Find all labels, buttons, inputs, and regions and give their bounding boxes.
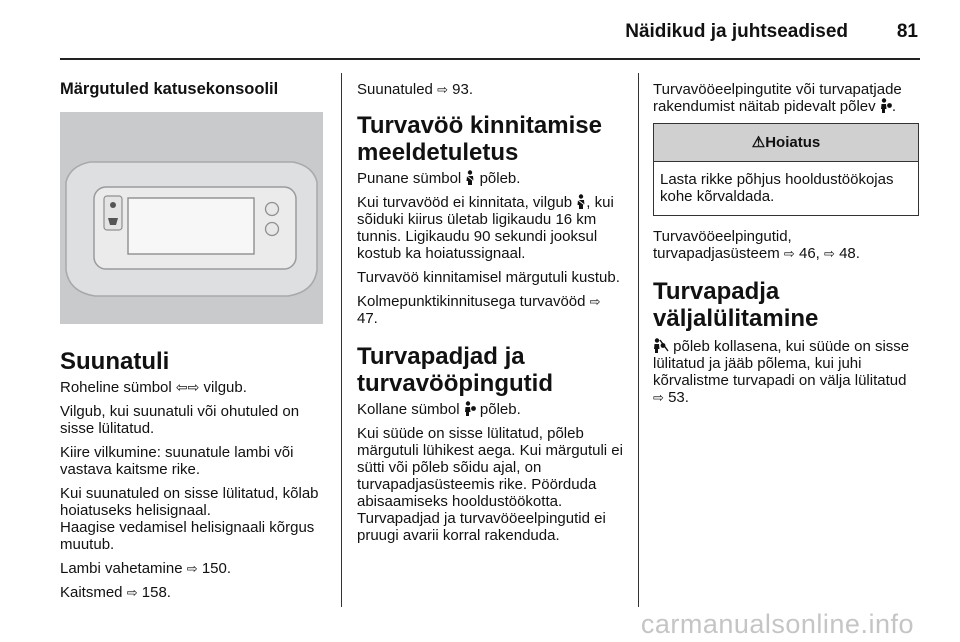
page-reference[interactable]: 46, [798,245,825,262]
paragraph: põleb kollasena, kui süüde on sisse lülitatud ja jääb põlema, kui juhi kõrvalistme turvapadi on välja lülitatud ⇨ 53. [653,338,910,406]
page-reference[interactable]: 93. [452,81,474,98]
reference-arrow-icon: ⇨ [653,390,664,405]
paragraph: Kui turvavööd ei kinnitata, vilgub , kui sõiduki kiirus ületab ligikaudu 16 km tunnis. Ligikaudu 90 sekundi jooksul kostub ka hoiatussignaal. [357,194,614,262]
paragraph: Turvavöö kinnitamisel märgutuli kustub. [357,269,620,286]
section-title: Märgutuled katusekonsoolil [60,80,279,98]
page-number: 81 [896,21,918,42]
reference-line: Turvavööeelpingutid, turvapadjasüsteem ⇨ 46, ⇨ 48. [653,228,860,262]
column-3 [653,75,921,413]
warning-header [654,124,918,162]
turn-signal-arrows-icon: ⇦⇨ [175,379,200,395]
airbag-icon [464,401,476,416]
warning-box [653,123,919,216]
heading-airbags: Turvapadjad ja turvavööpingutid [357,343,553,397]
column-divider [341,73,342,607]
page-reference[interactable]: 47. [357,310,378,327]
reference-line: Suunatuled ⇨ 93. [357,81,474,98]
roof-console-illustration [60,112,323,324]
reference-arrow-icon: ⇨ [824,246,835,261]
reference-arrow-icon: ⇨ [186,561,198,576]
paragraph: Kollane sümbol põleb. [357,401,521,418]
column-2 [357,75,625,551]
column-1 [60,75,326,608]
reference-arrow-icon: ⇨ [589,294,601,309]
warning-title: Hoiatus [765,134,821,151]
paragraph: Haagise vedamisel helisignaali kõrgus muutub. [60,519,315,553]
paragraph: Vilgub, kui suunatuli või ohutuled on sisse lülitatud. [60,403,300,437]
warning-body: Lasta rikke põhjus hooldustöökojas kohe kõrvaldada. [660,171,894,205]
airbag-icon [880,98,892,113]
reference-line: Kaitsmed ⇨ 158. [60,584,171,601]
column-divider [638,73,639,607]
paragraph: Turvapadjad ja turvavööeelpingutid ei pruugi avarii korral rakenduda. [357,510,606,544]
header-rule [60,58,920,60]
page-header [60,0,920,60]
page-reference[interactable]: 150. [201,560,232,577]
paragraph: Roheline sümbol ⇦⇨ vilgub. [60,379,247,396]
roof-console-drawing [60,112,323,324]
reference-arrow-icon: ⇨ [437,82,448,97]
header-title: Näidikud ja juhtseadised [625,21,848,42]
paragraph: Kui suunatuled on sisse lülitatud, kõlab hoiatuseks helisignaal. [60,485,319,519]
airbag-off-icon [653,338,669,353]
reference-line: Kolmepunktikinnitusega turvavööd ⇨ 47. [357,293,601,327]
reference-arrow-icon: ⇨ [783,246,795,261]
page-reference[interactable]: 48. [839,245,860,262]
paragraph: Kiire vilkumine: suunatule lambi või vastava kaitsme rike. [60,444,294,478]
warning-triangle-icon: ⚠ [751,134,766,151]
paragraph: Turvavööeelpingutite või turvapatjade rakendumist näitab pidevalt põlev . [653,81,902,115]
reference-line: Lambi vahetamine ⇨ 150. [60,560,232,577]
heading-seatbelt-reminder: Turvavöö kinnitamise meeldetuletus [357,112,602,166]
heading-airbag-deactivation: Turvapadja väljalülitamine [653,278,819,332]
seatbelt-icon [465,170,475,185]
paragraph: Punane sümbol põleb. [357,170,521,187]
seatbelt-icon [576,194,586,209]
page-reference[interactable]: 53. [668,389,689,406]
watermark: carmanualsonline.info [640,609,914,639]
page-reference[interactable]: 158. [141,584,171,601]
heading-suunatuli: Suunatuli [60,348,170,375]
paragraph: Kui süüde on sisse lülitatud, põleb märgutuli lühikest aega. Kui märgutuli ei sütti või põleb sõidu ajal, on turvapadjasüsteemis rike. Pöörduda abisaamiseks hooldustöökotta. [357,425,623,510]
reference-arrow-icon: ⇨ [126,585,138,600]
